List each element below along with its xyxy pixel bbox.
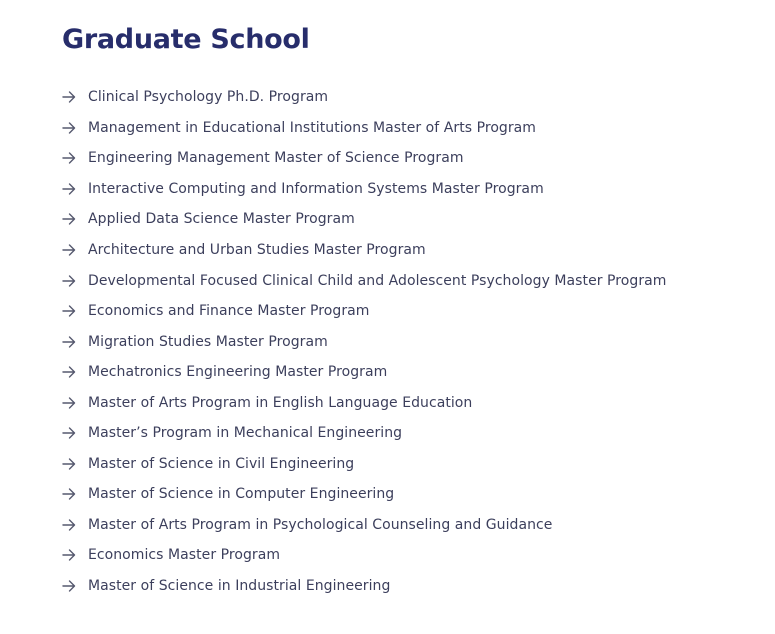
arrow-right-icon	[62, 580, 88, 592]
graduate-school-section	[62, 20, 762, 595]
program-link[interactable]	[62, 449, 666, 480]
program-label: Master of Arts Program in English Language Education	[88, 394, 473, 411]
program-label: Developmental Focused Clinical Child and Adolescent Psychology Master Program	[88, 272, 667, 289]
program-label: Migration Studies Master Program	[88, 333, 328, 350]
arrow-right-icon	[62, 183, 88, 195]
program-link[interactable]	[62, 174, 666, 205]
program-link[interactable]	[62, 540, 666, 571]
program-label: Interactive Computing and Information Systems Master Program	[88, 180, 544, 197]
program-link[interactable]	[62, 113, 666, 144]
program-link[interactable]	[62, 326, 666, 357]
arrow-right-icon	[62, 152, 88, 164]
arrow-right-icon	[62, 213, 88, 225]
arrow-right-icon	[62, 366, 88, 378]
program-link[interactable]	[62, 143, 666, 174]
arrow-right-icon	[62, 122, 88, 134]
arrow-right-icon	[62, 519, 88, 531]
arrow-right-icon	[62, 244, 88, 256]
program-label: Master of Arts Program in Psychological Counseling and Guidance	[88, 516, 553, 533]
program-label: Master of Science in Civil Engineering	[88, 455, 355, 472]
program-link[interactable]	[62, 571, 666, 602]
program-label: Clinical Psychology Ph.D. Program	[88, 89, 329, 106]
program-link[interactable]	[62, 357, 666, 388]
program-link[interactable]	[62, 82, 666, 113]
program-label: Architecture and Urban Studies Master Program	[88, 242, 426, 258]
arrow-right-icon	[62, 549, 88, 561]
program-link[interactable]	[62, 204, 666, 235]
program-label: Master of Science in Industrial Engineering	[88, 578, 391, 595]
arrow-right-icon	[62, 275, 88, 287]
arrow-right-icon	[62, 488, 88, 500]
program-label: Applied Data Science Master Program	[88, 211, 355, 228]
program-link[interactable]	[62, 479, 666, 510]
program-list	[62, 82, 666, 601]
program-label: Master of Science in Computer Engineering	[88, 486, 395, 503]
arrow-right-icon	[62, 91, 88, 103]
arrow-right-icon	[62, 397, 88, 409]
arrow-right-icon	[62, 305, 88, 317]
program-label: Economics Master Program	[88, 547, 281, 564]
program-label: Master’s Program in Mechanical Engineering	[88, 425, 403, 442]
program-link[interactable]	[62, 296, 666, 327]
arrow-right-icon	[62, 458, 88, 470]
program-link[interactable]	[62, 235, 666, 266]
program-label: Management in Educational Institutions Master of Arts Program	[88, 119, 536, 136]
section-heading: Graduate School	[62, 24, 310, 55]
program-label: Mechatronics Engineering Master Program	[88, 364, 388, 381]
program-label: Economics and Finance Master Program	[88, 303, 370, 320]
program-label: Engineering Management Master of Science Program	[88, 150, 464, 167]
arrow-right-icon	[62, 336, 88, 348]
program-link[interactable]	[62, 418, 666, 449]
program-link[interactable]	[62, 510, 666, 541]
program-link[interactable]	[62, 265, 666, 296]
arrow-right-icon	[62, 427, 88, 439]
program-link[interactable]	[62, 387, 666, 418]
